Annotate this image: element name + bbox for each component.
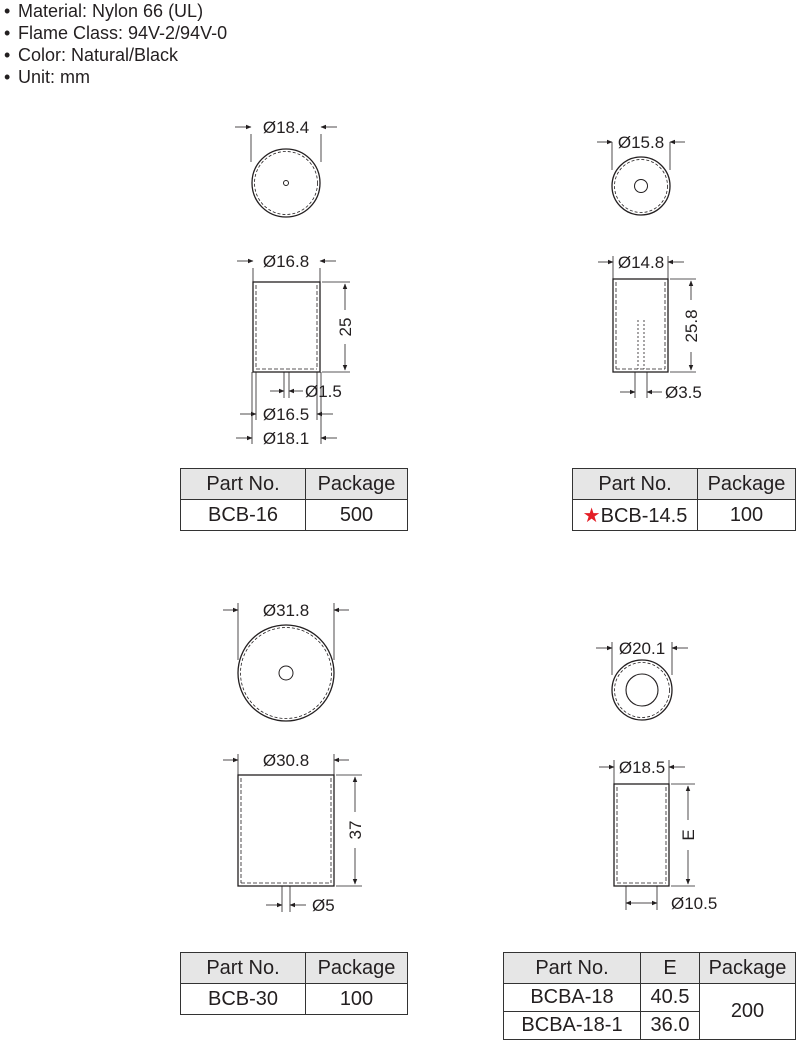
bcb16-table (180, 468, 408, 531)
bcb30-side-view (238, 775, 334, 886)
bcb145-top-dimension (597, 133, 685, 170)
bcba-table (503, 952, 796, 1040)
bcb16-top-dia-label: Ø18.4 (262, 118, 310, 137)
bcb30-part-cell: BCB-30 (181, 984, 306, 1015)
bcba18-side-view (614, 784, 669, 886)
spec-color: • Color: Natural/Black (4, 45, 179, 65)
bcba18-part-cell: BCBA-18 (504, 984, 641, 1012)
bcba18-hole-label: Ø10.5 (671, 894, 718, 913)
bcb30-top-dimension (223, 601, 349, 660)
package-header: Package (306, 469, 408, 500)
bcba18-top-dimension (596, 639, 688, 675)
package-header: Package (700, 953, 796, 984)
bcb16-height-label: 25 (336, 317, 355, 337)
bcba18-top-view (612, 660, 672, 720)
bcba-package-cell: 200 (700, 984, 796, 1040)
spec-material: • Material: Nylon 66 (UL) (4, 1, 204, 21)
package-header: Package (306, 953, 408, 984)
bcb30-table (180, 952, 408, 1015)
bcb145-top-dia-label: Ø15.8 (617, 133, 665, 152)
spec-flame-class: • Flame Class: 94V-2/94V-0 (4, 23, 228, 43)
bcb16-top-view (252, 149, 320, 217)
bcb145-top-view (612, 157, 670, 215)
bcb30-height-label: 37 (346, 820, 365, 840)
bcba18-top-dia-label: Ø20.1 (618, 639, 666, 658)
bcb145-height-label: 25.8 (682, 309, 701, 343)
bcba18-height-label: E (679, 829, 698, 841)
bcb145-table (572, 468, 796, 531)
part-no-header: Part No. (181, 953, 306, 984)
bcb16-outer-dia-label: Ø18.1 (262, 429, 310, 448)
bcb16-side-view (253, 282, 320, 372)
bcb30-package-cell: 100 (306, 984, 408, 1015)
bcb16-part-cell: BCB-16 (181, 500, 306, 531)
package-header: Package (698, 469, 796, 500)
bcb145-side-dia-label: Ø14.8 (617, 253, 665, 272)
bcb30-side-dia-label: Ø30.8 (262, 751, 310, 770)
bcb16-package-cell: 500 (306, 500, 408, 531)
e-header: E (641, 953, 700, 984)
bcb30-top-view (238, 625, 334, 721)
bcb16-side-dia-label: Ø16.8 (262, 252, 310, 271)
bcb145-part-cell (573, 500, 698, 531)
bcb30-hole-label: Ø5 (312, 896, 335, 915)
bcb145-part-text: BCB-14.5 (600, 504, 688, 527)
bcb145-hole-label: Ø3.5 (665, 383, 702, 402)
bcb16-hole-label: Ø1.5 (305, 382, 342, 401)
part-no-header: Part No. (573, 469, 698, 500)
bcb16-inner-dia-label: Ø16.5 (262, 405, 310, 424)
bcba18-side-dia-label: Ø18.5 (618, 758, 666, 777)
bcb145-package-cell: 100 (698, 500, 796, 531)
star-icon: ★ (582, 504, 601, 527)
bcba18-1-e-cell: 36.0 (641, 1012, 700, 1040)
bcb30-top-dia-label: Ø31.8 (262, 601, 310, 620)
bcb145-side-view (613, 279, 668, 372)
bcba18-1-part-cell: BCBA-18-1 (504, 1012, 641, 1040)
spec-unit: • Unit: mm (4, 67, 90, 87)
bcba18-e-cell: 40.5 (641, 984, 700, 1012)
part-no-header: Part No. (181, 469, 306, 500)
part-no-header: Part No. (504, 953, 641, 984)
bcb16-top-dimension (235, 118, 337, 162)
